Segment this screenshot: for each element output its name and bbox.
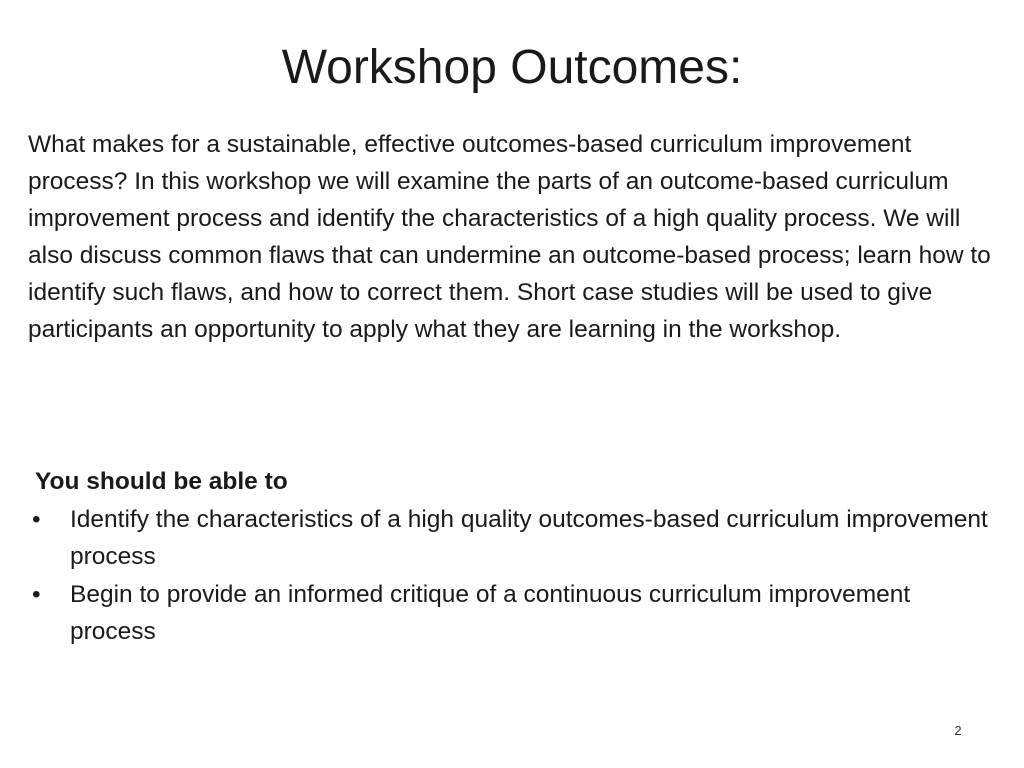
slide-title: Workshop Outcomes:: [281, 41, 743, 94]
objective-item: [32, 576, 995, 651]
learning-objectives: [32, 463, 995, 651]
intro-paragraph: What makes for a sustainable, effective outcomes-based curriculum improvement process? In this workshop we will examine the parts of an outcome-based curriculum improvement process and identify the characteristics of a high quality process. We will also discuss common flaws that can undermine an outcome-based process; learn how to identify such flaws, and how to correct them. Short case studies will be used to give participants an opportunity to apply what they are learning in the workshop.: [28, 131, 991, 343]
bullet-icon: •: [32, 505, 41, 533]
page-number: 2: [954, 723, 962, 738]
bullet-icon: •: [32, 580, 41, 608]
objectives-heading: You should be able to: [35, 468, 288, 495]
objective-text: Identify the characteristics of a high quality outcomes-based curriculum improvement process: [70, 505, 988, 570]
objective-list: [32, 501, 995, 651]
objective-text: Begin to provide an informed critique of a continuous curriculum improvement process: [70, 580, 911, 645]
objective-item: [32, 501, 995, 576]
